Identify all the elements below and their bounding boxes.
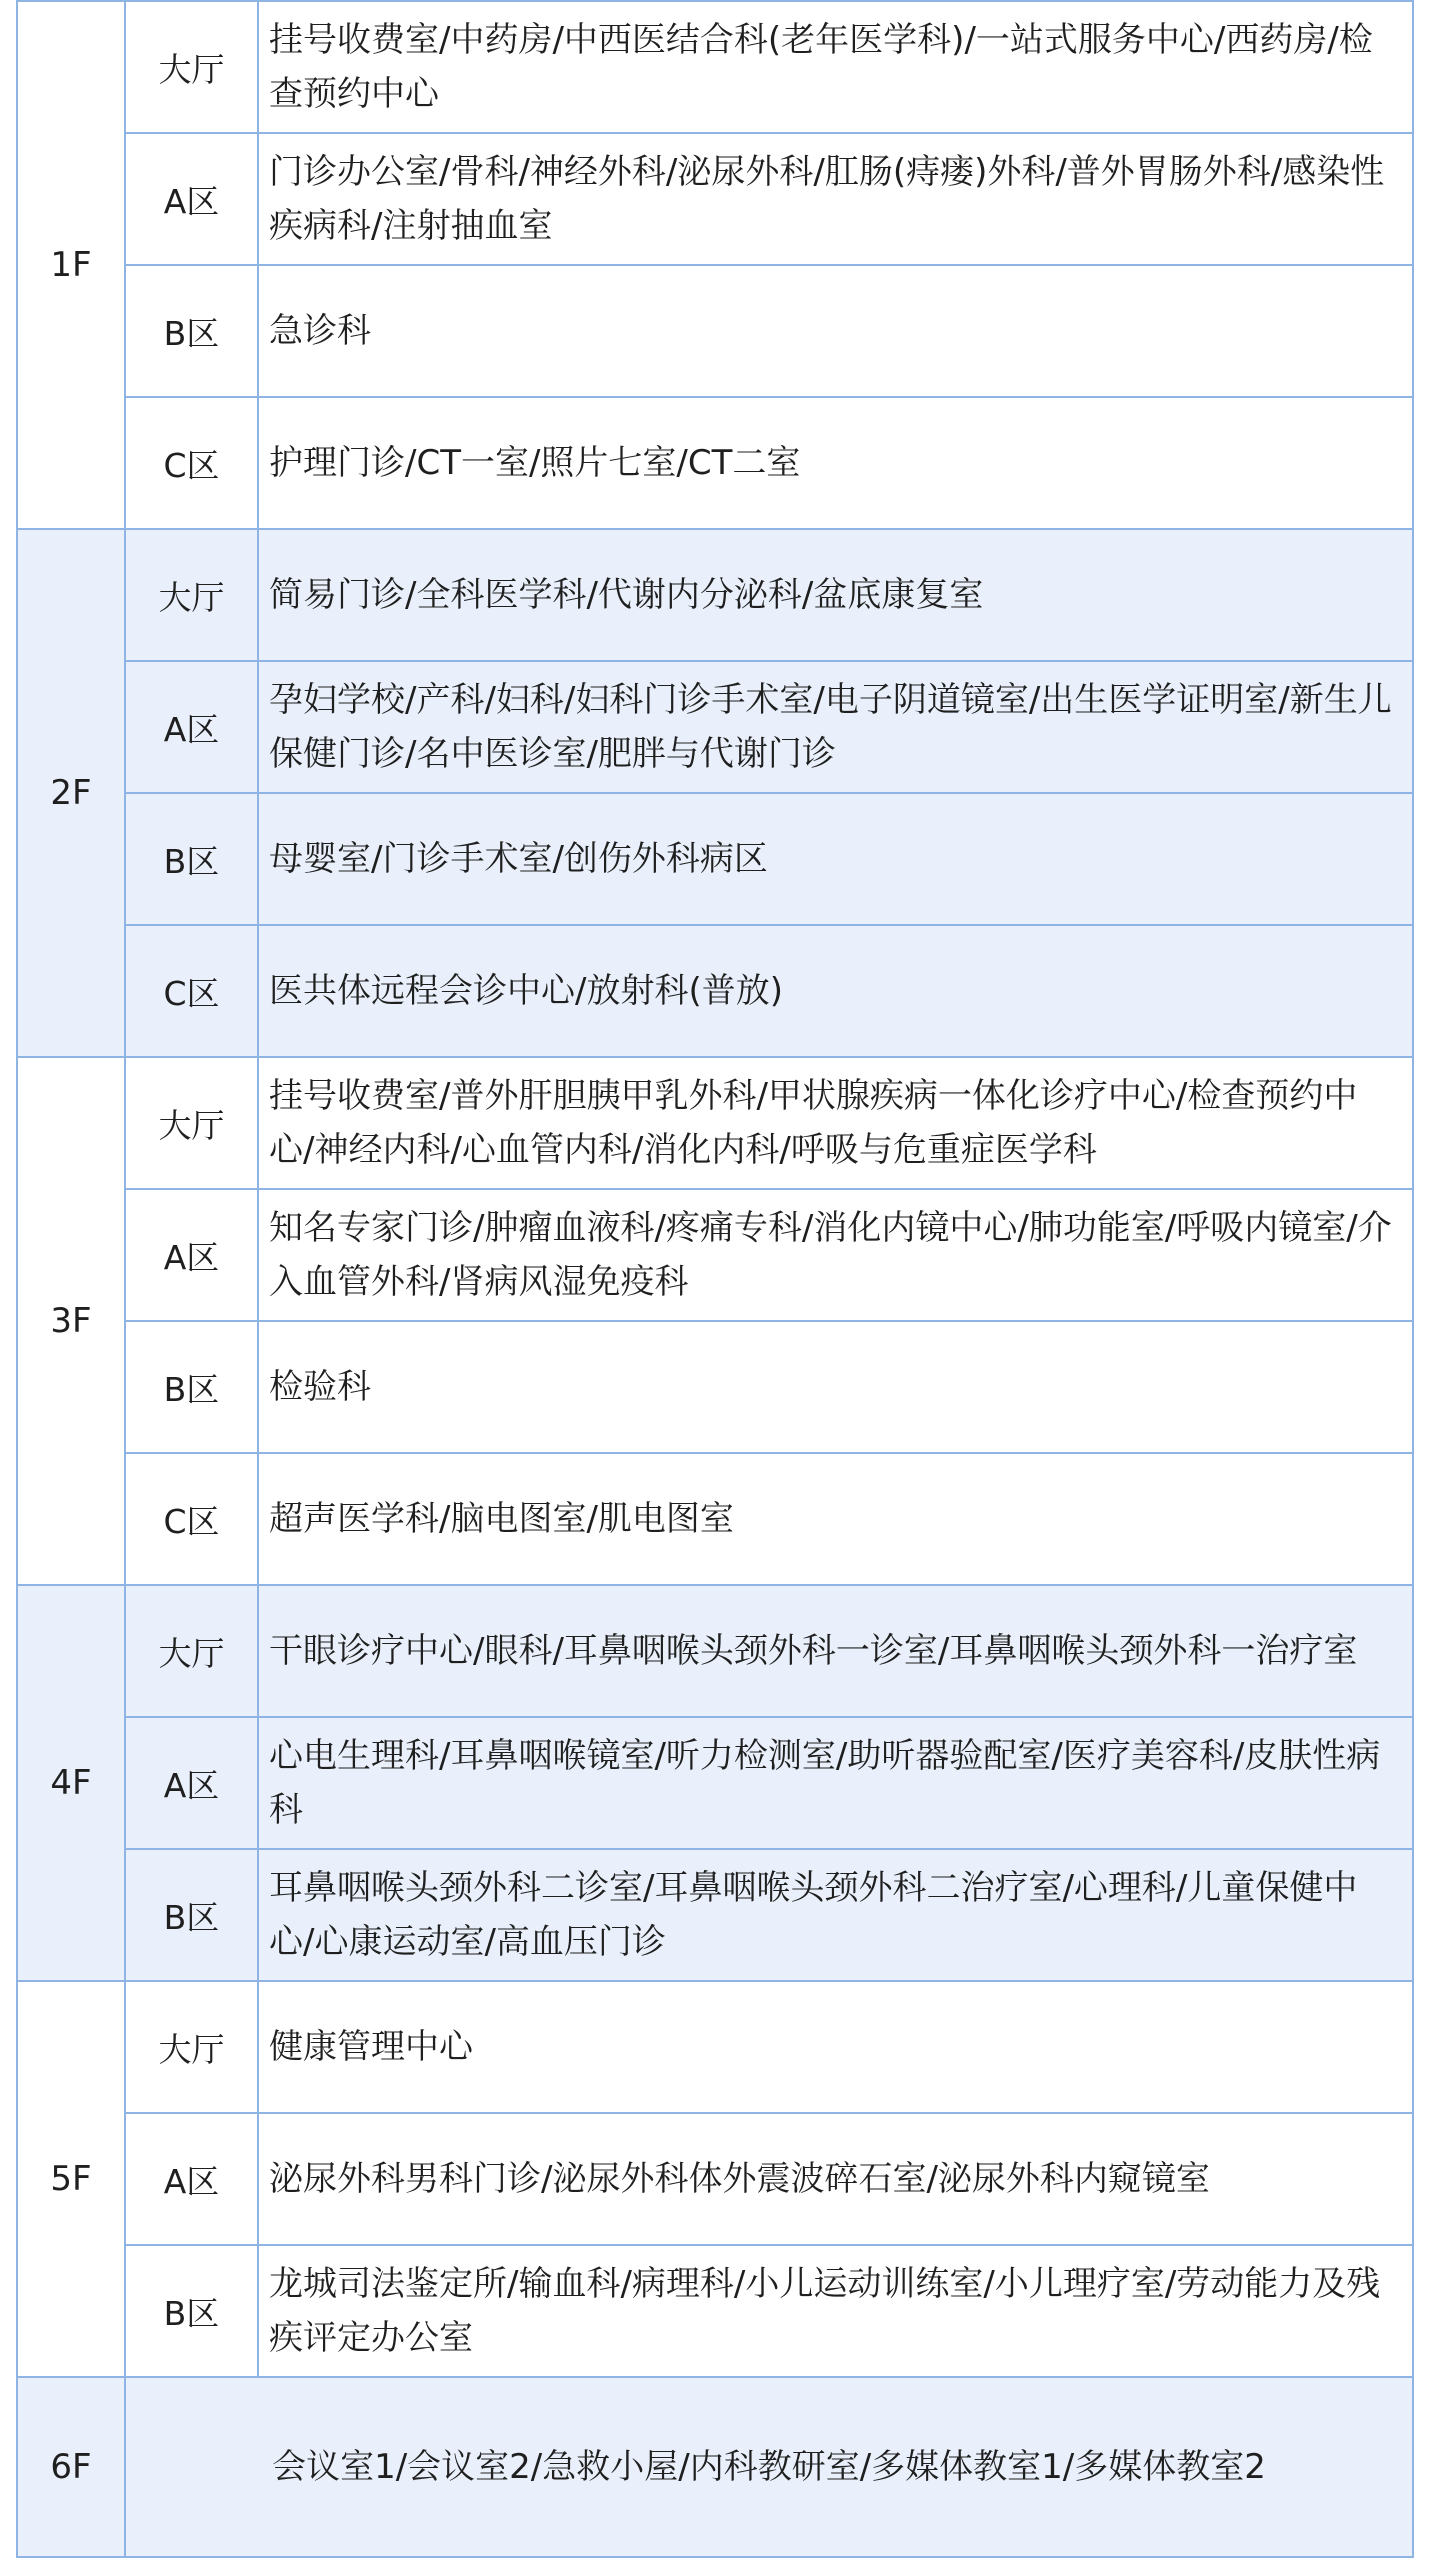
department-list: 泌尿外科男科门诊/泌尿外科体外震波碎石室/泌尿外科内窥镜室 — [258, 2113, 1413, 2245]
table-row — [17, 1585, 1413, 1717]
department-list: 急诊科 — [258, 265, 1413, 397]
department-list: 超声医学科/脑电图室/肌电图室 — [258, 1453, 1413, 1585]
floor-label-3f: 3F — [17, 1057, 125, 1585]
zone-label: 大厅 — [125, 1981, 258, 2113]
department-list: 会议室1/会议室2/急救小屋/内科教研室/多媒体教室1/多媒体教室2 — [125, 2377, 1413, 2557]
zone-label: A区 — [125, 133, 258, 265]
table-row — [17, 925, 1413, 1057]
department-list: 检验科 — [258, 1321, 1413, 1453]
zone-label: B区 — [125, 2245, 258, 2377]
zone-label: 大厅 — [125, 1057, 258, 1189]
floor-directory-table — [16, 0, 1414, 2558]
department-list: 护理门诊/CT一室/照片七室/CT二室 — [258, 397, 1413, 529]
floor-label-1f: 1F — [17, 1, 125, 529]
table-row — [17, 1981, 1413, 2113]
table-row — [17, 1057, 1413, 1189]
zone-label: 大厅 — [125, 1585, 258, 1717]
table-row — [17, 1717, 1413, 1849]
department-list: 健康管理中心 — [258, 1981, 1413, 2113]
table-row — [17, 133, 1413, 265]
zone-label: B区 — [125, 1321, 258, 1453]
department-list: 挂号收费室/中药房/中西医结合科(老年医学科)/一站式服务中心/西药房/检查预约中心 — [258, 1, 1413, 133]
table-row — [17, 397, 1413, 529]
zone-label: 大厅 — [125, 1, 258, 133]
zone-label: B区 — [125, 1849, 258, 1981]
zone-label: A区 — [125, 661, 258, 793]
floor-label-4f: 4F — [17, 1585, 125, 1981]
table-row — [17, 793, 1413, 925]
table-row — [17, 661, 1413, 793]
table-row — [17, 1189, 1413, 1321]
department-list: 医共体远程会诊中心/放射科(普放) — [258, 925, 1413, 1057]
table-row — [17, 1849, 1413, 1981]
zone-label: A区 — [125, 1717, 258, 1849]
department-list: 门诊办公室/骨科/神经外科/泌尿外科/肛肠(痔瘘)外科/普外胃肠外科/感染性疾病科/注射抽血室 — [258, 133, 1413, 265]
department-list: 耳鼻咽喉头颈外科二诊室/耳鼻咽喉头颈外科二治疗室/心理科/儿童保健中心/心康运动室/高血压门诊 — [258, 1849, 1413, 1981]
department-list: 简易门诊/全科医学科/代谢内分泌科/盆底康复室 — [258, 529, 1413, 661]
floor-label-5f: 5F — [17, 1981, 125, 2377]
department-list: 知名专家门诊/肿瘤血液科/疼痛专科/消化内镜中心/肺功能室/呼吸内镜室/介入血管外科/肾病风湿免疫科 — [258, 1189, 1413, 1321]
zone-label: B区 — [125, 793, 258, 925]
floor-label-6f: 6F — [17, 2377, 125, 2557]
department-list: 母婴室/门诊手术室/创伤外科病区 — [258, 793, 1413, 925]
table-row — [17, 1, 1413, 133]
zone-label: B区 — [125, 265, 258, 397]
zone-label: C区 — [125, 925, 258, 1057]
department-list: 孕妇学校/产科/妇科/妇科门诊手术室/电子阴道镜室/出生医学证明室/新生儿保健门诊/名中医诊室/肥胖与代谢门诊 — [258, 661, 1413, 793]
table-row — [17, 2377, 1413, 2557]
zone-label: 大厅 — [125, 529, 258, 661]
table-row — [17, 1321, 1413, 1453]
department-list: 干眼诊疗中心/眼科/耳鼻咽喉头颈外科一诊室/耳鼻咽喉头颈外科一治疗室 — [258, 1585, 1413, 1717]
table-row — [17, 529, 1413, 661]
department-list: 挂号收费室/普外肝胆胰甲乳外科/甲状腺疾病一体化诊疗中心/检查预约中心/神经内科/心血管内科/消化内科/呼吸与危重症医学科 — [258, 1057, 1413, 1189]
table-row — [17, 2113, 1413, 2245]
table-row — [17, 265, 1413, 397]
zone-label: C区 — [125, 1453, 258, 1585]
zone-label: A区 — [125, 1189, 258, 1321]
zone-label: C区 — [125, 397, 258, 529]
table-row — [17, 1453, 1413, 1585]
table-row — [17, 2245, 1413, 2377]
floor-label-2f: 2F — [17, 529, 125, 1057]
department-list: 心电生理科/耳鼻咽喉镜室/听力检测室/助听器验配室/医疗美容科/皮肤性病科 — [258, 1717, 1413, 1849]
zone-label: A区 — [125, 2113, 258, 2245]
department-list: 龙城司法鉴定所/输血科/病理科/小儿运动训练室/小儿理疗室/劳动能力及残疾评定办公室 — [258, 2245, 1413, 2377]
